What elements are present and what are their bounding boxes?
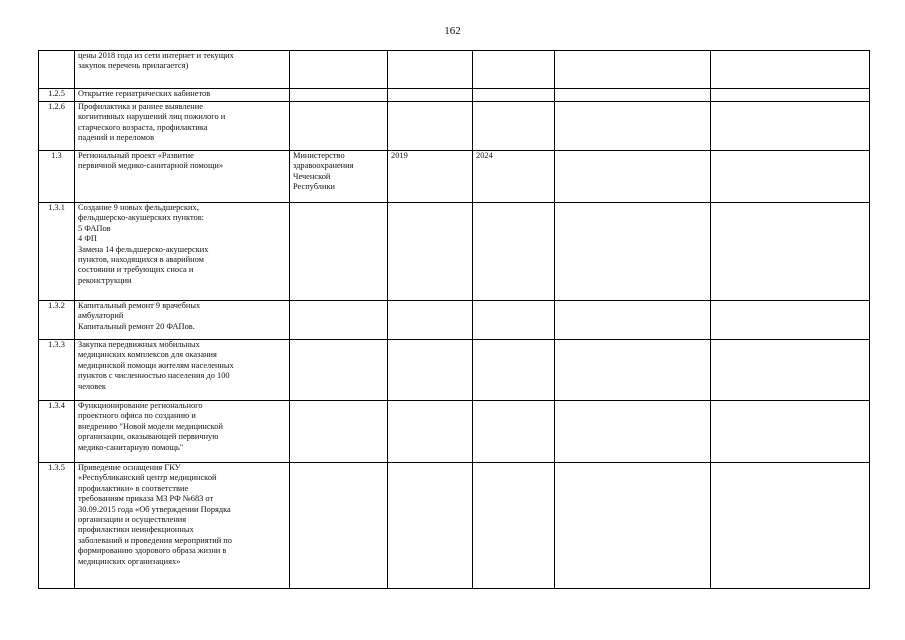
row-number: 1.3.4 bbox=[39, 401, 75, 463]
row-number: 1.3.1 bbox=[39, 203, 75, 301]
row-number: 1.2.6 bbox=[39, 102, 75, 151]
empty-cell bbox=[555, 51, 711, 89]
start-year-cell bbox=[388, 301, 473, 340]
responsible-cell bbox=[290, 89, 388, 102]
row-number: 1.3.5 bbox=[39, 463, 75, 589]
row-number bbox=[39, 51, 75, 89]
row-number: 1.3 bbox=[39, 151, 75, 203]
table-row bbox=[39, 102, 870, 151]
empty-cell bbox=[711, 463, 870, 589]
activity-text: Создание 9 новых фельдшерских, фельдшерско-акушерских пунктов: 5 ФАПов 4 ФП Замена 14 фельдшерско-акушерских пунктов, находящихся в аварийном состоянии и требующих сноса и реконструкции bbox=[75, 203, 290, 301]
empty-cell bbox=[711, 203, 870, 301]
responsible-cell bbox=[290, 102, 388, 151]
empty-cell bbox=[711, 89, 870, 102]
end-year-cell bbox=[473, 340, 555, 401]
table-row bbox=[39, 89, 870, 102]
responsible-cell bbox=[290, 463, 388, 589]
responsible-cell bbox=[290, 51, 388, 89]
end-year-cell: 2024 bbox=[473, 151, 555, 203]
row-number: 1.2.5 bbox=[39, 89, 75, 102]
end-year-cell bbox=[473, 401, 555, 463]
page-number: 162 bbox=[444, 25, 461, 37]
empty-cell bbox=[711, 301, 870, 340]
activity-text: Профилактика и раннее выявление когнитивных нарушений лиц пожилого и старческого возраста, профилактика падений и переломов bbox=[75, 102, 290, 151]
table-row bbox=[39, 340, 870, 401]
empty-cell bbox=[555, 340, 711, 401]
responsible-cell bbox=[290, 203, 388, 301]
responsible-cell bbox=[290, 301, 388, 340]
table-row bbox=[39, 401, 870, 463]
empty-cell bbox=[711, 340, 870, 401]
start-year-cell bbox=[388, 340, 473, 401]
start-year-cell: 2019 bbox=[388, 151, 473, 203]
empty-cell bbox=[555, 89, 711, 102]
start-year-cell bbox=[388, 463, 473, 589]
activity-text: Функционирование регионального проектного офиса по созданию и внедрению "Новой модели медицинской организации, оказывающей первичную медико-санитарную помощь" bbox=[75, 401, 290, 463]
row-number: 1.3.2 bbox=[39, 301, 75, 340]
table-row bbox=[39, 463, 870, 589]
empty-cell bbox=[555, 401, 711, 463]
start-year-cell bbox=[388, 203, 473, 301]
responsible-cell bbox=[290, 340, 388, 401]
empty-cell bbox=[555, 102, 711, 151]
empty-cell bbox=[711, 151, 870, 203]
empty-cell bbox=[711, 401, 870, 463]
row-number: 1.3.3 bbox=[39, 340, 75, 401]
end-year-cell bbox=[473, 301, 555, 340]
end-year-cell bbox=[473, 89, 555, 102]
activity-text: Открытие гериатрических кабинетов bbox=[75, 89, 290, 102]
empty-cell bbox=[555, 463, 711, 589]
start-year-cell bbox=[388, 51, 473, 89]
start-year-cell bbox=[388, 102, 473, 151]
end-year-cell bbox=[473, 102, 555, 151]
empty-cell bbox=[555, 151, 711, 203]
table-row bbox=[39, 301, 870, 340]
activity-text: Приведение оснащения ГКУ «Республиканский центр медицинской профилактики» в соответствие требованиям приказа МЗ РФ №683 от 30.09.2015 года «Об утверждении Порядка организации и осуществления профилактики неинфекционных заболеваний и проведения мероприятий по формированию здорового образа жизни в медицинских организациях» bbox=[75, 463, 290, 589]
table-row bbox=[39, 203, 870, 301]
responsible-cell: Министерство здравоохранения Чеченской Республики bbox=[290, 151, 388, 203]
end-year-cell bbox=[473, 463, 555, 589]
empty-cell bbox=[555, 301, 711, 340]
start-year-cell bbox=[388, 401, 473, 463]
responsible-cell bbox=[290, 401, 388, 463]
empty-cell bbox=[711, 102, 870, 151]
empty-cell bbox=[711, 51, 870, 89]
end-year-cell bbox=[473, 51, 555, 89]
table-row bbox=[39, 151, 870, 203]
activity-text: Закупка передвижных мобильных медицинских комплексов для оказания медицинской помощи жителям населенных пунктов с численностью населения до 100 человек bbox=[75, 340, 290, 401]
end-year-cell bbox=[473, 203, 555, 301]
start-year-cell bbox=[388, 89, 473, 102]
table-row bbox=[39, 51, 870, 89]
activity-table bbox=[38, 50, 870, 589]
activity-text: цены 2018 года из сети интернет и текущих закупок перечень прилагается) bbox=[75, 51, 290, 89]
activity-text: Капитальный ремонт 9 врачебных амбулаторий Капитальный ремонт 20 ФАПов. bbox=[75, 301, 290, 340]
empty-cell bbox=[555, 203, 711, 301]
activity-text: Региональный проект «Развитие первичной медико-санитарной помощи» bbox=[75, 151, 290, 203]
